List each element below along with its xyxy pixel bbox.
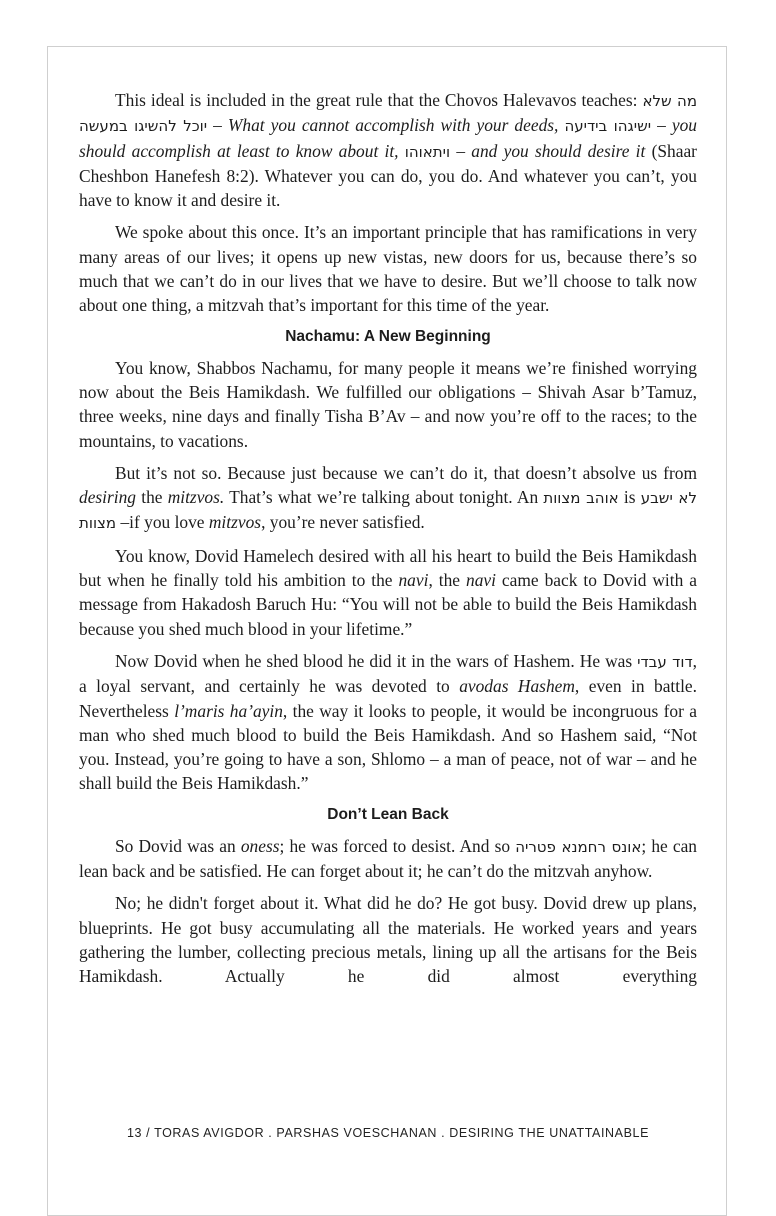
italic-text: – you should accomplish at least to know about it, [79, 115, 697, 161]
paragraph-text: –if you love [116, 512, 209, 533]
paragraph [79, 649, 697, 796]
paragraph-text: , even in battle. Nevertheless [79, 676, 697, 721]
italic-text: – and you should desire it [450, 140, 646, 161]
hebrew-phrase: דוד עבדי [637, 652, 693, 671]
paragraph: No; he didn't forget about it. What did he do? He got busy. Dovid drew up plans, blueprints. He got busy accumulating all the materials. He worked years and years gathering the lumber, collecting precious metals, lining up all the artisans for the Beis Hamikdash. Actually he did almost everything [79, 893, 697, 987]
page-content [79, 88, 697, 989]
italic-text: oness [240, 835, 280, 856]
paragraph-text: But it’s not so. Because just because we can’t do it, that doesn’t absolve us from [115, 462, 697, 483]
hebrew-phrase: אונס רחמנא פטריה [515, 837, 642, 856]
paragraph-text: Now Dovid when he shed blood he did it in the wars of Hashem. He was [115, 650, 638, 671]
section-heading: Nachamu: A New Beginning [285, 327, 491, 345]
page-footer: 13 / TORAS AVIGDOR . PARSHAS VOESCHANAN . DESIRING THE UNATTAINABLE [126, 1126, 650, 1140]
paragraph [79, 88, 697, 212]
italic-text: – What you cannot accomplish with your deeds, [207, 115, 565, 136]
italic-text: mitzvos. [167, 487, 225, 508]
italic-text: avodas Hashem [459, 676, 575, 697]
paragraph-text: , the way it looks to people, it would be incongruous for a man who shed much blood to build the Beis Hamikdash. And so Hashem said, “Not you. Instead, you’re going to have a son, Shlomo – a man of peace, not of war – and he shall build the Beis Hamikdash.” [79, 700, 697, 794]
paragraph-text: is [618, 487, 641, 508]
italic-text: mitzvos [208, 512, 262, 533]
paragraph-text: This ideal is included in the great rule that the Chovos Halevavos teaches: [115, 90, 643, 110]
paragraph-text: So Dovid was an [115, 835, 241, 856]
paragraph-text: You know, Dovid Hamelech desired with all his heart to build the Beis Hamikdash but when he finally told his ambition to the [79, 545, 697, 591]
italic-text: desiring [79, 487, 137, 508]
paragraph [79, 544, 697, 641]
hebrew-phrase: ויתאוהו [404, 142, 451, 161]
paragraph-text: the [136, 487, 168, 508]
paragraph-text: came back to Dovid with a message from Hakadosh Baruch Hu: “You will not be able to build the Beis Hamikdash because you shed much blood in your lifetime.” [79, 570, 697, 639]
paragraph-text: ; he was forced to desist. And so [279, 835, 516, 856]
hebrew-phrase: אוהב מצוות [543, 489, 619, 508]
paragraph: You know, Shabbos Nachamu, for many people it means we’re finished worrying now about the Beis Hamikdash. We fulfilled our obligations – Shivah Asar b’Tamuz, three weeks, nine days and finally Tisha B’Av – and now you’re off to the races; to the mountains, to vacations. [79, 357, 697, 451]
section-heading: Don’t Lean Back [327, 805, 449, 823]
paragraph [79, 834, 697, 884]
hebrew-phrase: מה שלא יוכל להשיגו במעשה [79, 92, 698, 136]
paragraph-text: That’s what we’re talking about tonight. An [224, 487, 544, 508]
paragraph-text: , you’re never satisfied. [261, 512, 425, 533]
paragraph [79, 461, 697, 536]
paragraph-text: , a loyal servant, and certainly he was devoted to [79, 650, 698, 697]
hebrew-phrase: לא ישבע מצוות [79, 489, 697, 533]
italic-text: navi [398, 570, 429, 591]
paragraph-text: , the [428, 570, 466, 591]
paragraph-text: (Shaar Cheshbon Hanefesh 8:2). Whatever you can do, you do. And whatever you can’t, you have to know it and desire it. [79, 140, 697, 211]
paragraph-text: ; he can lean back and be satisfied. He can forget about it; he can’t do the mitzvah anyhow. [79, 835, 697, 882]
hebrew-phrase: ישיגהו בידיעה [564, 117, 652, 136]
paragraph: We spoke about this once. It’s an important principle that has ramifications in very many areas of our lives; it opens up new vistas, new doors for us, because there’s so much that we can’t do in our lives that we have to desire. But we’ll choose to talk now about one thing, a mitzvah that’s important for this time of the year. [79, 222, 697, 316]
italic-text: navi [466, 570, 496, 591]
italic-text: l’maris ha’ayin [174, 700, 283, 721]
